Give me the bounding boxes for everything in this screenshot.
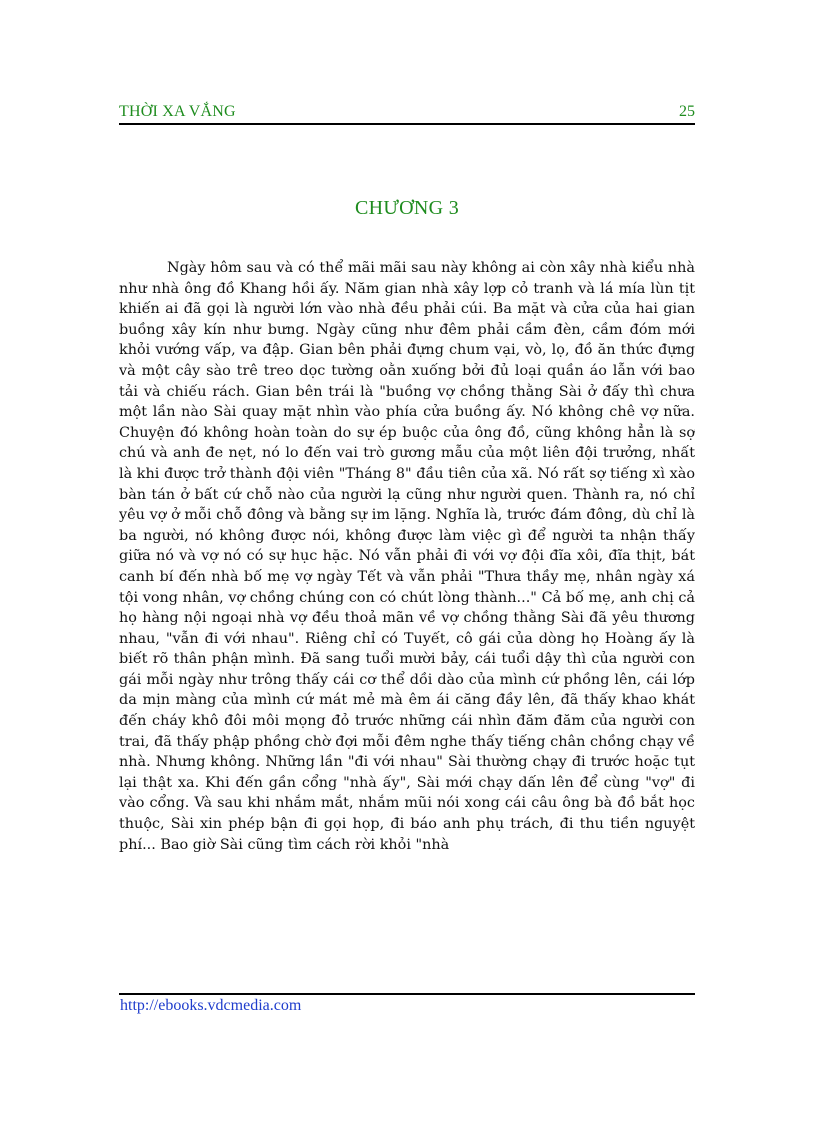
body-paragraph: Ngày hôm sau và có thể mãi mãi sau này không ai còn xây nhà kiểu nhà như nhà ông đồ Khang hồi ấy. Năm gian nhà xây lợp cỏ tranh và lá mía lùn tịt khiến ai đã gọi là người lớn vào nhà đều phải cúi. Ba mặt và cửa của hai gian buồng xây kín như bưng. Ngày cũng như đêm phải cầm đèn, cầm đóm mới khỏi vướng vấp, va đập. Gian bên phải đựng chum vại, vò, lọ, đồ ăn thức đựng và một cây sào trê treo dọc tường oằn xuống bởi đủ loại quần áo lẫn với bao tải và chiếu rách. Gian bên trái là "buồng vợ chồng thằng Sài ở đấy thì chưa một lần nào Sài quay mặt nhìn vào phía cửa buồng ấy. Nó không chê vợ nữa. Chuyện đó không hoàn toàn do sự ép buộc của ông đồ, cũng không hẳn là sợ chú và anh đe nẹt, nó lo đến vai trò gương mẫu của một liên đội trưởng, nhất là khi được trở thành đội viên "Tháng 8" đầu tiên của xã. Nó rất sợ tiếng xì xào bàn tán ở bất cứ chỗ nào của người lạ cũng như người quen. Thành ra, nó chỉ yêu vợ ở mỗi chỗ đông và bằng sự im lặng. Nghĩa là, trước đám đông, dù chỉ là ba người, nó không được nói, không được làm việc gì để người ta nhận thấy giữa nó và vợ nó có sự hục hặc. Nó vẫn phải đi với vợ đội đĩa xôi, đĩa thịt, bát canh bí đến nhà bố mẹ vợ ngày Tết và vẫn phải "Thưa thầy mẹ, nhân ngày xá tội vong nhân, vợ chồng chúng con có chút lòng thành..." Cả bố mẹ, anh chị cả họ hàng nội ngoại nhà vợ đều thoả mãn về vợ chồng thằng Sài đã yêu thương nhau, "vẫn đi với nhau". Riêng chỉ có Tuyết, cô gái của dòng họ Hoàng ấy là biết rõ thân phận mình. Đã sang tuổi mười bảy, cái tuổi dậy thì của người con gái mỗi ngày như trông thấy cái cơ thể dồi dào của mình cứ phồng lên, cái lớp da mịn màng của mình cứ mát mẻ mà êm ái căng đầy lên, đã thấy khao khát đến cháy khô đôi môi mọng đỏ trước những cái nhìn đăm đăm của người con trai, đã thấy phập phồng chờ đợi mỗi đêm nghe thấy tiếng chân chồng chạy về nhà. Nhưng không. Những lần "đi với nhau" Sài thường chạy đi trước hoặc tụt lại thật xa. Khi đến gần cổng "nhà ấy", Sài mới chạy dấn lên để cùng "vợ" đi vào cổng. Và sau khi nhắm mắt, nhắm mũi nói xong cái câu ông bà đồ bắt học thuộc, Sài xin phép bận đi gọi họp, đi báo anh phụ trách, đi thu tiền nguyệt phí... Bao giờ Sài cũng tìm cách rời khỏi "nhà [119, 260, 695, 853]
page-header [119, 101, 695, 125]
chapter-title: CHƯƠNG 3 [354, 197, 460, 219]
book-title: THỜI XA VẮNG [119, 103, 236, 120]
footer-link[interactable]: http://ebooks.vdcmedia.com [120, 997, 302, 1014]
footer-divider [119, 993, 695, 995]
page-number: 25 [679, 103, 695, 120]
